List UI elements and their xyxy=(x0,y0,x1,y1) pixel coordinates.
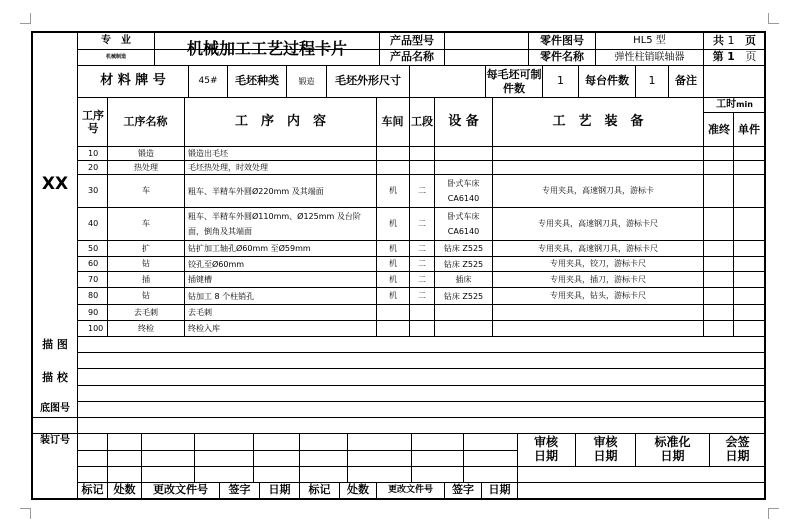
col-header-unit: 单件 xyxy=(738,122,760,136)
cell-section: 二 xyxy=(418,243,426,253)
product-model-value xyxy=(445,33,528,49)
blank-type-label: 毛坯种类 xyxy=(235,74,279,88)
pieces-per-blank-value: 1 xyxy=(557,74,564,88)
product-model-label: 产品型号 xyxy=(390,33,434,47)
page-total-label: 共 xyxy=(713,33,724,47)
cell-content: 粗车、半精车外圆Ø220mm 及其端面 xyxy=(188,186,324,196)
footer-label: 日期 xyxy=(488,483,511,497)
footer-label: 处数 xyxy=(113,483,136,497)
cell-section xyxy=(410,147,434,160)
grid-line xyxy=(107,433,108,483)
cell-workshop xyxy=(377,305,409,320)
grid-line xyxy=(77,417,766,418)
grid-line xyxy=(31,31,33,500)
cell-no: 60 xyxy=(88,259,99,269)
material-grade-label: 材 料 牌 号 xyxy=(100,73,166,89)
crop-mark-bottom-left xyxy=(20,508,31,519)
signoff-countersign-date: 日期 xyxy=(725,449,750,463)
footer-label: 签字 xyxy=(228,483,251,497)
part-drawing-value: HL5 型 xyxy=(633,35,666,47)
col-header-op-content: 工 序 内 容 xyxy=(234,113,326,129)
cell-workshop xyxy=(377,161,409,174)
grid-line xyxy=(77,31,78,500)
cell-tooling xyxy=(493,147,703,160)
cell-section: 二 xyxy=(418,219,426,229)
cell-equipment: 钻床 Z525 xyxy=(443,291,484,301)
cell-name: 车 xyxy=(142,186,150,196)
grid-line xyxy=(703,97,704,337)
part-name-label: 零件名称 xyxy=(540,50,584,64)
cell-section xyxy=(410,305,434,320)
cell-content: 毛坯热处理，时效处理 xyxy=(188,163,268,172)
cell-equipment: 钻床 Z525 xyxy=(443,259,484,269)
grid-line xyxy=(77,352,766,353)
grid-line xyxy=(141,433,142,483)
check-label: 描 校 xyxy=(42,370,68,384)
cell-equipment xyxy=(435,147,492,160)
cell-tooling xyxy=(493,161,703,174)
cell-tooling xyxy=(493,305,703,320)
cell-no: 80 xyxy=(88,291,99,301)
cell-equipment: 卧式车床 CA6140 xyxy=(447,212,480,236)
grid-line xyxy=(77,466,766,467)
signoff-countersign xyxy=(710,434,765,466)
cell-no: 100 xyxy=(88,323,104,333)
cell-section xyxy=(410,161,434,174)
page-current xyxy=(704,50,765,65)
part-name-value: 弹性柱销联轴器 xyxy=(614,51,685,63)
cell-no: 40 xyxy=(88,219,99,229)
cell-content: 插键槽 xyxy=(188,275,212,284)
cell-equipment: 钻床 Z525 xyxy=(443,244,484,253)
cell-equipment: 插床 xyxy=(455,275,472,284)
cell-no: 10 xyxy=(88,148,99,158)
cell-name: 去毛刺 xyxy=(134,307,158,317)
col-header-workshop: 车间 xyxy=(381,114,404,128)
page-total-unit: 页 xyxy=(745,33,756,47)
signoff-audit-date: 日期 xyxy=(593,449,618,463)
signoff-audit-label: 审核 xyxy=(593,435,618,450)
grid-line xyxy=(77,385,766,386)
cell-name: 钻 xyxy=(142,291,150,301)
cell-name: 车 xyxy=(142,219,150,229)
grid-line xyxy=(347,433,348,483)
footer-label: 标记 xyxy=(308,483,331,497)
cell-section: 二 xyxy=(418,291,426,301)
cell-section xyxy=(410,321,434,336)
grid-line xyxy=(77,368,766,369)
trace-label: 描 图 xyxy=(42,337,68,351)
signoff-standard-label: 标准化 xyxy=(654,435,691,450)
cell-equipment xyxy=(435,321,492,336)
col-header-time xyxy=(704,98,765,112)
cell-tooling xyxy=(493,321,703,336)
cell-content: 粗车、半精车外圆Ø110mm、Ø125mm 及台阶面，倒角及其端面 xyxy=(188,212,361,236)
blank-size-value xyxy=(410,66,485,97)
cell-tooling: 专用夹具，插刀，游标卡尺 xyxy=(550,274,646,284)
cell-tooling: 专用夹具，高速钢刀具，游标卡 xyxy=(542,186,654,196)
col-header-op-name: 工序名称 xyxy=(123,114,168,128)
cell-workshop: 机 xyxy=(389,274,397,284)
signoff-audit xyxy=(576,434,635,466)
cell-no: 20 xyxy=(88,162,99,172)
signoff-standard xyxy=(636,434,709,466)
cell-section: 二 xyxy=(418,259,426,269)
signoff-countersign-label: 会签 xyxy=(725,435,750,450)
signoff-review-date: 日期 xyxy=(533,449,558,463)
cell-workshop xyxy=(377,147,409,160)
cell-section: 二 xyxy=(418,274,426,284)
col-header-op-no: 工序号 xyxy=(82,109,104,135)
page-total-value: 1 xyxy=(727,33,735,47)
cell-no: 50 xyxy=(88,243,99,253)
cell-no: 90 xyxy=(88,307,99,317)
cell-content: 铰孔至Ø60mm xyxy=(188,259,245,269)
col-header-section: 工段 xyxy=(411,115,433,128)
cell-content: 钻加工 8 个柱销孔 xyxy=(188,291,255,301)
grid-line xyxy=(194,433,195,483)
page-current-label: 第 xyxy=(712,50,724,64)
cell-content: 钻扩加工轴孔Ø60mm 至Ø59mm xyxy=(188,244,311,253)
grid-line xyxy=(77,450,518,451)
cell-workshop: 机 xyxy=(389,186,397,196)
cell-name: 终检 xyxy=(138,323,154,333)
footer-label: 日期 xyxy=(268,483,291,497)
footer-label: 签字 xyxy=(452,483,474,497)
cell-no: 70 xyxy=(88,274,99,284)
grid-line xyxy=(253,433,254,483)
cell-tooling: 专用夹具，高速钢刀具，游标卡尺 xyxy=(538,219,658,229)
footer-label: 更改文件号 xyxy=(153,483,208,497)
cell-name: 热处理 xyxy=(134,162,158,172)
cell-name: 钻 xyxy=(142,259,150,269)
blank-size-label: 毛坯外形尺寸 xyxy=(335,74,401,88)
cell-equipment: 卧式车床 CA6140 xyxy=(447,179,480,203)
remark-value xyxy=(704,66,765,97)
cell-no: 30 xyxy=(88,186,99,196)
grid-line xyxy=(31,417,78,418)
footer-label: 更改文件号 xyxy=(387,485,433,496)
grid-line xyxy=(77,401,766,402)
cell-workshop: 机 xyxy=(389,259,397,269)
major-label: 专 业 xyxy=(101,35,131,47)
page-current-value: 1 xyxy=(727,50,735,64)
footer-label: 标记 xyxy=(81,483,104,497)
cell-content: 终检入库 xyxy=(188,324,220,333)
pieces-per-unit-label: 每台件数 xyxy=(585,74,629,88)
col-header-equipment: 设 备 xyxy=(448,113,479,129)
col-header-tooling: 工 艺 装 备 xyxy=(552,113,644,129)
cell-workshop: 机 xyxy=(389,243,397,253)
cell-tooling: 专用夹具，钻头，游标卡尺 xyxy=(550,291,646,301)
signoff-standard-date: 日期 xyxy=(660,449,685,463)
signoff-review xyxy=(517,434,575,466)
crop-mark-bottom-right xyxy=(768,508,779,519)
cell-equipment xyxy=(435,305,492,320)
card-title: 机械加工工艺过程卡片 xyxy=(186,38,347,58)
grid-line xyxy=(463,433,464,483)
cell-name: 扩 xyxy=(142,243,150,253)
grid-line xyxy=(517,482,518,500)
base-no-label: 底图号 xyxy=(40,403,70,415)
col-header-time-label: 工时 xyxy=(716,99,737,111)
cell-workshop: 机 xyxy=(389,291,397,301)
binding-no-label: 装订号 xyxy=(40,435,70,447)
major-value: 机械制造 xyxy=(105,53,126,60)
cell-workshop xyxy=(377,321,409,336)
grid-line xyxy=(299,433,300,483)
crop-mark-top-right xyxy=(768,13,779,24)
page-current-unit: 页 xyxy=(745,50,757,64)
crop-mark-top-left xyxy=(20,13,31,24)
part-drawing-label: 零件图号 xyxy=(540,33,584,47)
cell-tooling: 专用夹具，铰刀，游标卡尺 xyxy=(550,259,646,269)
blank-type-value: 锻造 xyxy=(298,76,315,86)
product-name-label: 产品名称 xyxy=(390,50,434,64)
pieces-per-unit-value: 1 xyxy=(648,74,656,88)
cell-workshop: 机 xyxy=(389,219,397,229)
col-header-time-unit: min xyxy=(736,100,753,110)
page-total xyxy=(704,33,765,49)
grid-line xyxy=(77,336,766,337)
cell-name: 锻造 xyxy=(138,148,154,158)
remark-label: 备注 xyxy=(675,74,697,88)
footer-label: 处数 xyxy=(347,483,369,497)
product-name-value xyxy=(445,50,528,65)
cell-equipment xyxy=(435,161,492,174)
cell-tooling: 专用夹具，高速钢刀具，游标卡尺 xyxy=(538,243,658,253)
cell-content: 锻造出毛坯 xyxy=(188,149,228,158)
side-mark: XX xyxy=(41,174,69,195)
grid-line xyxy=(411,433,412,483)
cell-section: 二 xyxy=(418,186,426,196)
cell-content: 去毛刺 xyxy=(188,308,212,317)
pieces-per-blank-label: 每毛坯可制件数 xyxy=(486,67,542,95)
signoff-review-label: 审核 xyxy=(533,435,558,450)
col-header-prep: 准终 xyxy=(708,122,730,136)
cell-name: 插 xyxy=(142,274,150,284)
material-grade-value: 45# xyxy=(198,76,218,87)
